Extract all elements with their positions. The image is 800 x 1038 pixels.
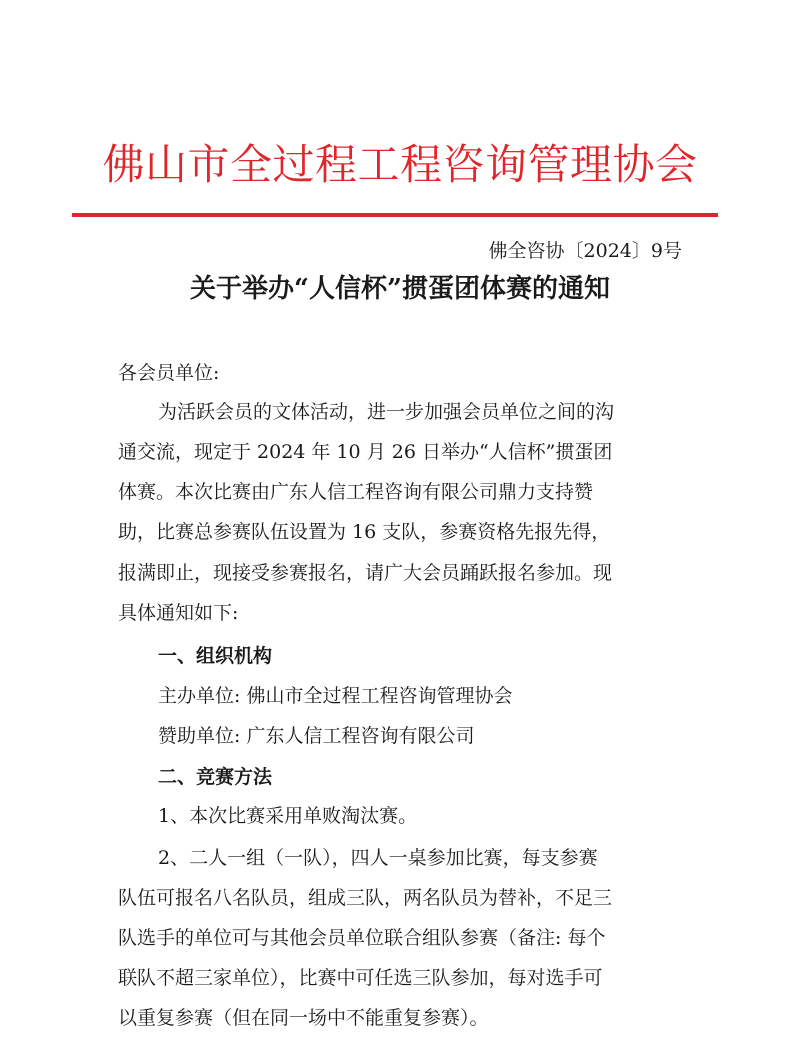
intro-line-3: 体赛。本次比赛由广东人信工程咨询有限公司鼎力支持赞 xyxy=(118,481,594,503)
section-heading-competition-method: 二、竞赛方法 xyxy=(158,766,273,788)
host-unit-line: 主办单位: 佛山市全过程工程咨询管理协会 xyxy=(158,685,513,707)
rule-1: 1、本次比赛采用单败淘汰赛。 xyxy=(158,805,418,827)
intro-line-5: 报满即止，现接受参赛报名，请广大会员踊跃报名参加。现 xyxy=(118,562,613,584)
intro-line-1: 为活跃会员的文体活动，进一步加强会员单位之间的沟 xyxy=(158,401,615,423)
section-heading-organization: 一、组织机构 xyxy=(158,645,273,667)
rule-2-line-4: 联队不超三家单位），比赛中可任选三队参加，每对选手可 xyxy=(118,967,603,989)
intro-line-2: 通交流，现定于 2024 年 10 月 26 日举办“人信杯”掼蛋团 xyxy=(118,441,613,463)
rule-2-line-3: 队选手的单位可与其他会员单位联合组队参赛（备注: 每个 xyxy=(118,927,606,949)
document-number: 佛全咨协〔2024〕9号 xyxy=(488,240,682,262)
notice-title: 关于举办“人信杯”掼蛋团体赛的通知 xyxy=(190,274,610,304)
rule-2-line-2: 队伍可报名八名队员，组成三队，两名队员为替补，不足三 xyxy=(118,887,613,909)
salutation: 各会员单位: xyxy=(118,362,220,384)
red-header-rule xyxy=(72,213,718,217)
rule-2-line-5: 以重复参赛（但在同一场中不能重复参赛）。 xyxy=(118,1007,489,1029)
org-header-title: 佛山市全过程工程咨询管理协会 xyxy=(102,140,698,189)
rule-2-line-1: 2、二人一组（一队），四人一桌参加比赛，每支参赛 xyxy=(158,847,598,869)
intro-line-6: 具体通知如下: xyxy=(118,602,239,624)
sponsor-unit-line: 赞助单位: 广东人信工程咨询有限公司 xyxy=(158,725,475,747)
intro-line-4: 助，比赛总参赛队伍设置为 16 支队，参赛资格先报先得， xyxy=(118,521,611,543)
